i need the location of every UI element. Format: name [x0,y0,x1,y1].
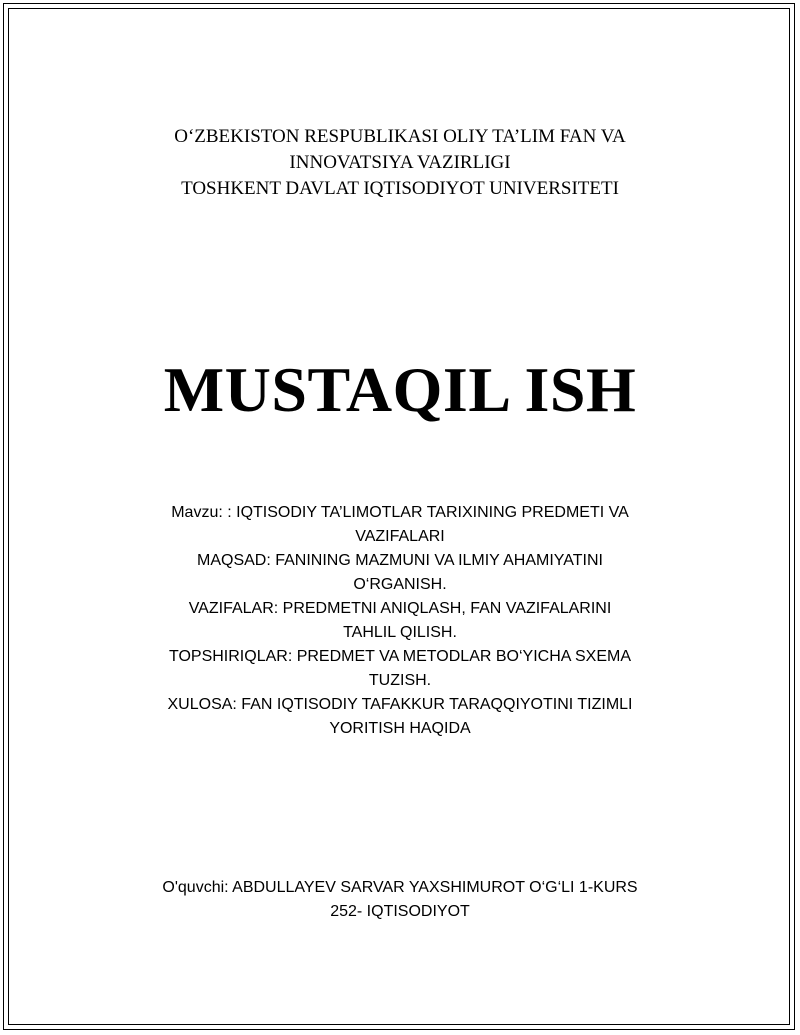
tasks-line-1: VAZIFALAR: PREDMETNI ANIQLASH, FAN VAZIFALARINI [188,600,612,617]
ministry-line-2: INNOVATSIYA VAZIRLIGI [289,152,511,173]
topic-line-2: VAZIFALARI [355,528,445,545]
ministry-line-1: O‘ZBEKISTON RESPUBLIKASI OLIY TA’LIM FAN VA [174,126,626,147]
university-name: TOSHKENT DAVLAT IQTISODIYOT UNIVERSITETI [181,178,619,199]
conclusion-line-2: YORITISH HAQIDA [329,720,471,737]
student-line-2: 252- IQTISODIYOT [330,903,470,920]
institution-header [0,124,800,202]
conclusion-line-1: XULOSA: FAN IQTISODIY TAFAKKUR TARAQQIYOTINI TIZIMLI [167,696,633,713]
goal-line-2: O‘RGANISH. [353,576,447,593]
topic-line-1: Mavzu: : IQTISODIY TA’LIMOTLAR TARIXINING PREDMETI VA [171,504,629,521]
student-info [0,876,800,924]
assignments-line-1: TOPSHIRIQLAR: PREDMET VA METODLAR BO‘YICHA SXEMA [168,648,632,665]
work-details [0,501,800,741]
student-line-1: O'quvchi: ABDULLAYEV SARVAR YAXSHIMUROT O‘G‘LI 1-KURS [162,879,638,896]
assignments-line-2: TUZISH. [368,672,432,689]
document-title: MUSTAQIL ISH [163,354,637,425]
goal-line-1: MAQSAD: FANINING MAZMUNI VA ILMIY AHAMIYATINI [197,552,603,569]
tasks-line-2: TAHLIL QILISH. [343,624,457,641]
